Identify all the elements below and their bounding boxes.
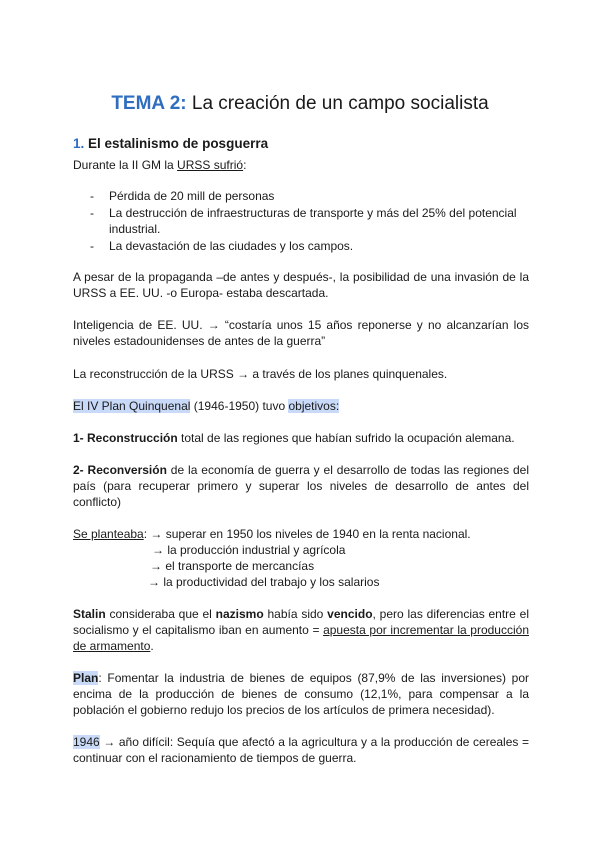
list-item: - La devastación de las ciudades y los campos.: [73, 238, 529, 254]
stalin-text: consideraba que el: [105, 607, 216, 621]
year-1946-paragraph: [73, 734, 529, 766]
planteaba-label: Se planteaba: [73, 527, 144, 541]
title-prefix: TEMA 2:: [111, 93, 187, 114]
objective-2: [73, 462, 529, 510]
planteaba-item: → la producción industrial y agrícola: [152, 543, 346, 557]
intro-text: Durante la II GM la: [73, 158, 178, 172]
stalin-text: , pero las diferencias entre el socialismo y el capitalismo iban en aumento =: [73, 607, 530, 637]
objective-2-label: 2- Reconversión: [73, 463, 167, 477]
title-text: La creación de un campo socialista: [191, 93, 489, 114]
stalin-paragraph: [73, 606, 529, 654]
plan-iv-highlight: El IV Plan Quinquenal: [73, 399, 191, 413]
propaganda-paragraph: A pesar de la propaganda –de antes y después-, la posibilidad de una invasión de la URSS a EE. UU. -o Europa- estaba descartada.: [73, 270, 529, 300]
year-highlight: 1946: [73, 735, 100, 749]
nazismo-bold: nazismo: [215, 607, 264, 621]
planteaba-line: [73, 526, 529, 542]
losses-list: [73, 188, 529, 255]
intro-paragraph: [73, 157, 529, 173]
intro-colon: :: [243, 158, 247, 172]
objective-2-text: de la economía de guerra y el desarrollo de todas las regiones del país (para recuperar primero y superar los niveles de desarrollo de antes del conflicto): [73, 463, 529, 509]
objective-1-text: total de las regiones que habían sufrido la ocupación alemana.: [177, 431, 515, 445]
plan-label: Plan: [73, 671, 99, 685]
section-number: 1.: [73, 136, 85, 151]
section-heading: [73, 135, 268, 153]
plan-iv-paragraph: [73, 398, 529, 414]
reconstruction-paragraph: La reconstrucción de la URSS → a través de los planes quinquenales.: [73, 367, 448, 381]
plan-iv-text: (1946-1950) tuvo: [190, 399, 289, 413]
objetivos-highlight: objetivos:: [288, 399, 340, 413]
stalin-end: .: [150, 639, 154, 653]
list-item: - La destrucción de infraestructuras de transporte y más del 25% del potencial industrial.: [73, 205, 529, 237]
planteaba-first: : → superar en 1950 los niveles de 1940 en la renta nacional.: [143, 527, 471, 541]
planteaba-item: → el transporte de mercancías: [150, 559, 315, 573]
stalin-underlined: apuesta por incrementar la producción de armamento: [73, 623, 529, 653]
section-title: El estalinismo de posguerra: [88, 136, 269, 151]
plan-paragraph: [73, 670, 529, 718]
objective-1-label: 1- Reconstrucción: [73, 431, 178, 445]
stalin-bold: Stalin: [73, 607, 106, 621]
document-title: [0, 92, 600, 116]
objective-1: [73, 430, 529, 446]
list-item: - Pérdida de 20 mill de personas: [73, 188, 529, 204]
stalin-text: había sido: [263, 607, 328, 621]
planteaba-item: → la productividad del trabajo y los salarios: [148, 575, 380, 589]
intelligence-paragraph: Inteligencia de EE. UU. → “costaría unos 15 años reponerse y no alcanzarían los niveles estadounidenses de antes de la guerra”: [73, 318, 529, 348]
plan-text: : Fomentar la industria de bienes de equipos (87,9% de las inversiones) por encima de la producción de bienes de consumo (12,1%, para compensar a la población el gobierno redujo los precios de los artículos de primera necesidad).: [73, 671, 529, 717]
vencido-bold: vencido: [327, 607, 373, 621]
year-text: → año difícil: Sequía que afectó a la agricultura y a la producción de cereales = continuar con el racionamiento de tiempos de guerra.: [73, 735, 529, 765]
intro-underlined: URSS sufrió: [177, 158, 244, 172]
